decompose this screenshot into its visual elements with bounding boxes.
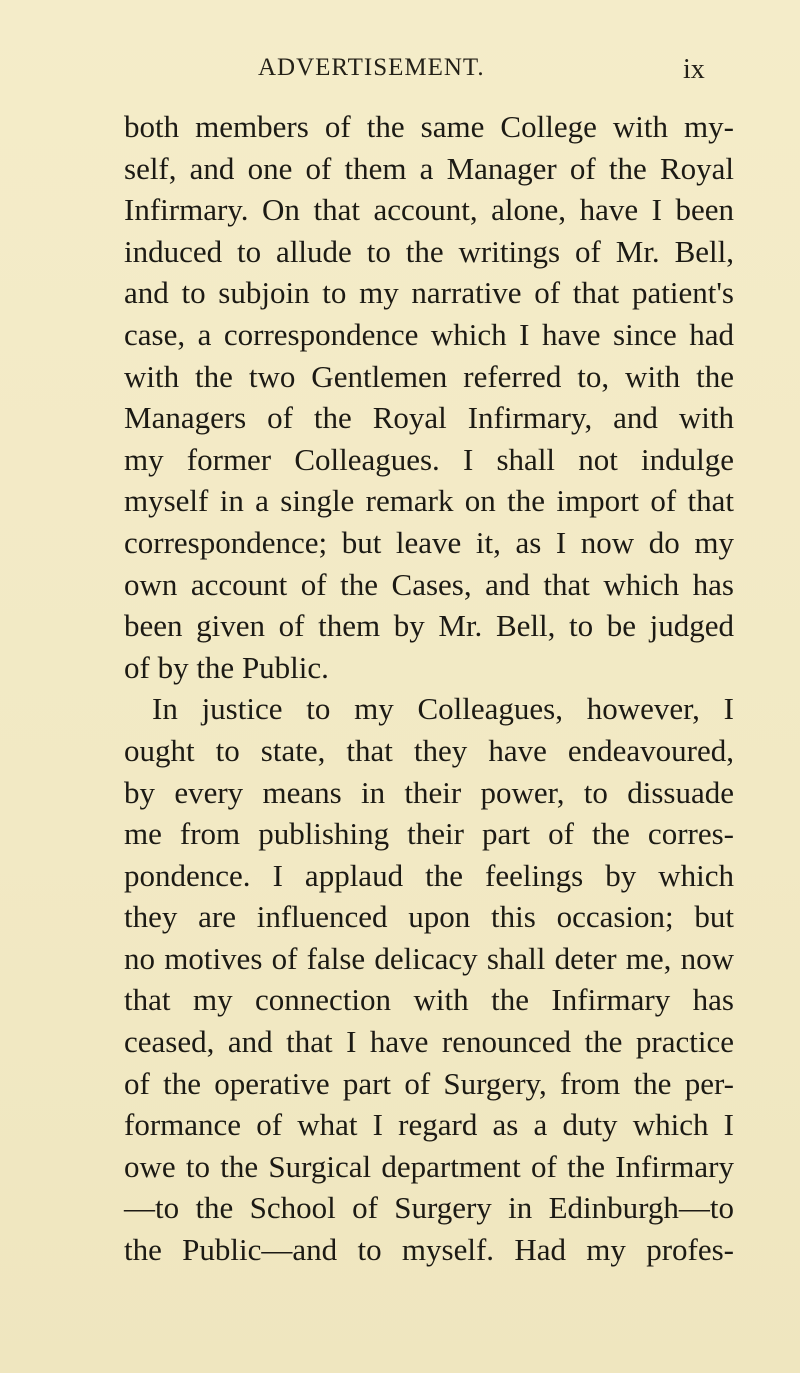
text-line: of the operative part of Surgery, from the per- bbox=[124, 1065, 734, 1101]
text-line: the Public—and to myself. Had my profes- bbox=[124, 1232, 734, 1268]
text-line: Managers of the Royal Infirmary, and with bbox=[124, 400, 734, 436]
text-line: of by the Public. bbox=[124, 649, 329, 685]
text-line: that my connection with the Infirmary has bbox=[124, 982, 734, 1018]
text-line: by every means in their power, to dissuade bbox=[124, 774, 734, 810]
text-line: ought to state, that they have endeavoured, bbox=[124, 732, 734, 768]
text-line: own account of the Cases, and that which has bbox=[124, 566, 734, 602]
text-line: correspondence; but leave it, as I now do my bbox=[124, 524, 734, 560]
page-number: ix bbox=[683, 54, 705, 85]
text-line: and to subjoin to my narrative of that patient's bbox=[124, 275, 734, 311]
text-line: owe to the Surgical department of the Infirmary bbox=[124, 1148, 734, 1184]
text-line: —to the School of Surgery in Edinburgh—to bbox=[124, 1190, 734, 1226]
running-head bbox=[258, 54, 718, 90]
text-line: Infirmary. On that account, alone, have I been bbox=[124, 192, 734, 228]
text-line: been given of them by Mr. Bell, to be judged bbox=[124, 608, 734, 644]
body-text bbox=[124, 106, 734, 1271]
text-line: ceased, and that I have renounced the practice bbox=[124, 1024, 734, 1060]
paragraph-start-line: In justice to my Colleagues, however, I bbox=[152, 691, 734, 727]
text-line: both members of the same College with my- bbox=[124, 109, 734, 144]
text-line: they are influenced upon this occasion; but bbox=[124, 899, 734, 935]
text-line: induced to allude to the writings of Mr. Bell, bbox=[124, 233, 734, 269]
text-line: self, and one of them a Manager of the Royal bbox=[124, 150, 734, 186]
text-line: my former Colleagues. I shall not indulge bbox=[124, 441, 734, 477]
text-line: myself in a single remark on the import of that bbox=[124, 483, 734, 519]
running-head-title: ADVERTISEMENT. bbox=[258, 54, 485, 81]
text-line: me from publishing their part of the corres- bbox=[124, 816, 734, 852]
text-line: no motives of false delicacy shall deter me, now bbox=[124, 940, 734, 976]
text-line: pondence. I applaud the feelings by which bbox=[124, 857, 734, 893]
text-line: with the two Gentlemen referred to, with the bbox=[124, 358, 734, 394]
text-line: case, a correspondence which I have since had bbox=[124, 316, 734, 352]
text-line: formance of what I regard as a duty which I bbox=[124, 1107, 734, 1143]
